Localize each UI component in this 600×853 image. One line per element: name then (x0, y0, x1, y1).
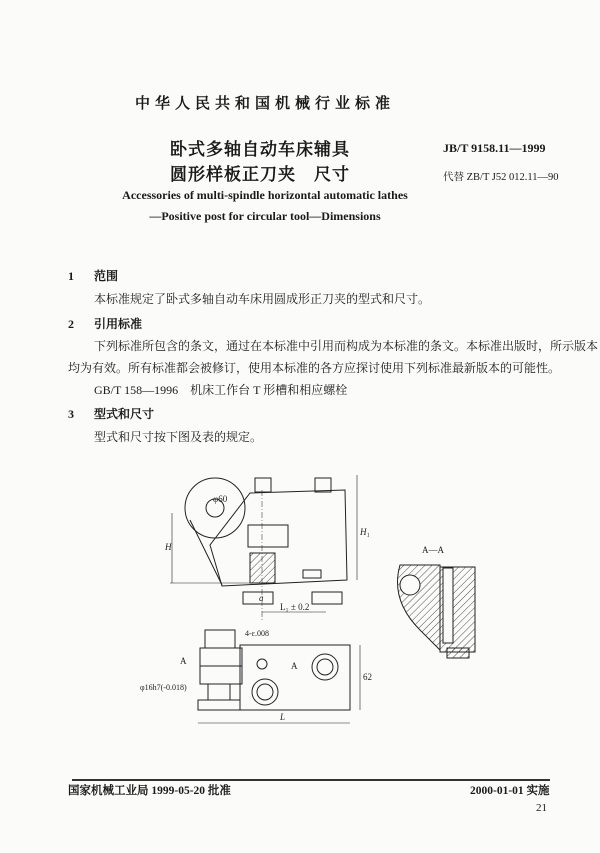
label-section-aa: A—A (422, 545, 444, 555)
approval-info: 国家机械工业局 1999-05-20 批准 (68, 785, 231, 797)
title-en-line2: —Positive post for circular tool—Dimensions (149, 209, 381, 223)
label-shaft: φ16h7(-0.018) (140, 683, 187, 692)
title-cn-line2: 圆形样板正刀夹 尺寸 (170, 165, 350, 185)
section-2-heading (68, 315, 142, 332)
reference-item: GB/T 158—1996 机床工作台 T 形槽和相应螺栓 (94, 383, 348, 397)
side-view (170, 475, 357, 620)
section-1-heading (68, 267, 118, 284)
label-A-right: A (291, 661, 298, 671)
paragraph: 均为有效。所有标准都会被修订，使用本标准的各方应探讨使用下列标准最新版本的可能性。 (68, 361, 561, 375)
title-en-line1: Accessories of multi-spindle horizontal automatic lathes (122, 188, 408, 202)
label-A-left: A (180, 656, 187, 666)
paragraph: 下列标准所包含的条文，通过在本标准中引用而构成为本标准的条文。本标准出版时，所示版本 (94, 339, 599, 353)
label-holes: 4-ε.008 (245, 629, 270, 638)
paragraph: 本标准规定了卧式多轴自动车床用圆成形正刀夹的型式和尺寸。 (94, 292, 431, 306)
standard-number: JB/T 9158.11—1999 (443, 141, 546, 155)
section-title: 范围 (94, 269, 119, 283)
section-title: 引用标准 (94, 317, 143, 331)
issuer-header: 中华人民共和国机械行业标准 (134, 94, 395, 112)
footer-divider (72, 779, 550, 781)
section-view (398, 565, 476, 658)
section-title: 型式和尺寸 (94, 407, 155, 421)
plan-view (198, 630, 360, 723)
technical-drawing (140, 455, 500, 755)
label-H: H (165, 542, 172, 552)
title-cn-line1: 卧式多轴自动车床辅具 (170, 140, 350, 160)
label-H1: H₁ (360, 527, 370, 537)
label-L: L (280, 712, 286, 722)
section-number: 2 (68, 317, 74, 331)
label-dia60: φ60 (213, 494, 228, 504)
label-62: 62 (363, 672, 372, 682)
page-number: 21 (536, 802, 547, 814)
section-3-heading (68, 405, 154, 422)
effective-date: 2000-01-01 实施 (470, 785, 550, 797)
section-number: 3 (68, 407, 74, 421)
label-a: a (259, 593, 264, 603)
replaces-standard: 代替 ZB/T J52 012.11—90 (443, 172, 559, 183)
paragraph: 型式和尺寸按下图及表的规定。 (94, 430, 263, 444)
section-number: 1 (68, 269, 74, 283)
label-L1: L₁ ± 0.2 (280, 602, 310, 612)
